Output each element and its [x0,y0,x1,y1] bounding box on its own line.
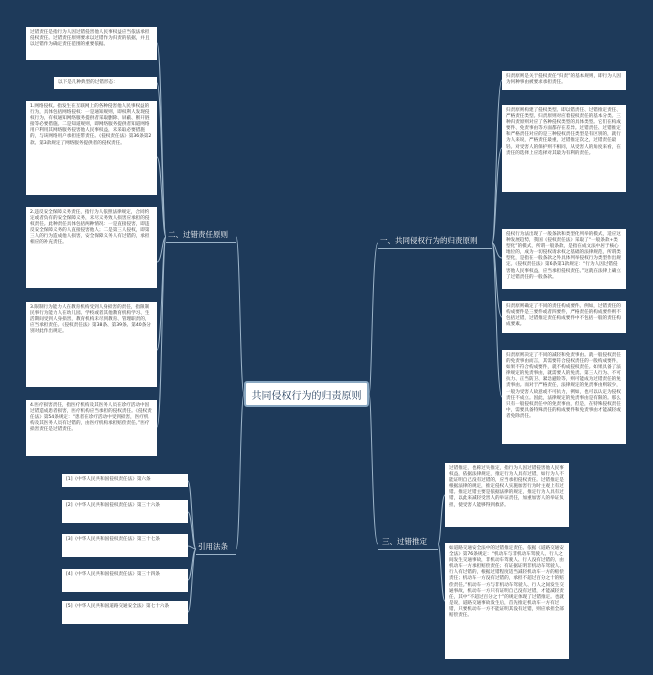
branch-fault-liability[interactable]: 二、过错责任原则 [168,230,228,239]
branch-underline [378,248,492,249]
note-safety-obligation[interactable]: 2.违反安全保障义务责任，指行为人依照法律规定，合同约定或者负有的安全保障义务，未尽义务致人损害应承担的侵权责任。此种责任具体包括两种情况：一是直接侵害，即违反安全保障义务的人直接侵害他人；二是第三人侵权，即第三人的行为造成他人损害，安全保障义务人有过错的，承担相应的补充责任。 [26,207,157,288]
branch-cited-statutes[interactable]: 引用法条 [198,542,228,551]
note-education-institution[interactable]: 3.限制行为能力人在教育机构受到人身损害的责任，指限制民事行为能力人在幼儿园、学校或者其他教育机构学习、生活期间受到人身损害，教育机构未尽到教育、管理职责的，应当承担责任。《侵权责任法》第38条、第39条、第40条分别对此作出规定。 [26,302,157,387]
statute-item[interactable]: [4]《中华人民共和国侵权责任法》第三十四条 [62,569,188,592]
note-medical-damage[interactable]: 4.医疗损害责任，指医疗机构及其医务人员在诊疗活动中因过错造成患者损害，医疗机构应当承担的侵权责任。《侵权责任法》第54条规定：“患者在诊疗活动中受到损害，医疗机构及其医务人员有过错的，由医疗机构承担赔偿责任。”医疗损害责任是过错责任。 [26,400,157,456]
note-fault-definition[interactable]: 过错责任是指行为人因过错侵害他人民事权益应当依法承担侵权责任。过错责任原则要求以过错作为归责的依据，并且以过错作为确定责任范围的重要依据。 [26,27,157,60]
branch-underline [196,554,236,555]
note-presumption-definition[interactable]: 过错推定，也称过失推定，指行为人因过错侵害他人民事权益，依据法律规定，推定行为人具有过错，如行为人不能证明自己没有过错的，应当承担侵权责任。过错推定是根据法律的规定，推定侵权人实施加害行为时主观上有过错。推定过错主要是依据法律的规定，推定行为人具有过错，以此来减轻受害人的举证责任，加重加害人的举证负担，使受害人能够得到救济。 [445,463,569,527]
statute-item[interactable]: [5]《中华人民共和国道路交通安全法》第七十六条 [62,601,188,624]
note-exemption-grounds[interactable]: 归责原则决定了不同的减轻和免责事由。就一般侵权责任的免责事由而言，其需要符合侵权责任的一般构成要件，如果不符合构成要件，就不构成侵权责任。如果具备了法律规定的免责事由，就需要人的免责。第三人行为、不可抗力、正当防卫、紧急避险等，则可能成为过错责任的免责事由。而对于严格责任，法律规定的免责事由则较少，一般为受害人故意或不可抗力，例如，也可以认定为侵权责任不成立。因此，法律规定的免责事由是有限的。那么只有一般侵权责任中的免责事由，但是，在特殊侵权责任中，需要具备特殊责任的构成要件和免责事由才能减轻或者免除责任。 [502,350,626,444]
note-general-clause[interactable]: 侵权行为法出现了一般条款和类型化列举的模式，适应这种发展趋势，我国《侵权责任法》采取了“一般条款+类型化”的模式，所谓一般条款，是指在成文法中居于核心地位的，成为一切侵权请求权之基础的法律规范，所谓类型化，是指在一般条款之外具体列举侵权行为类型作出规定。《侵权责任法》第6条第1款规定：“行为人因过错侵害他人民事权益，应当承担侵权责任。”这就在法律上确立了过错责任的一般条款。 [502,229,626,289]
note-fault-forms-intro[interactable]: 以下是几种典型的过错形态： [54,77,157,89]
statute-item[interactable]: [3]《中华人民共和国侵权责任法》第三十七条 [62,534,188,557]
branch-joint-tort-principle[interactable]: 一、共同侵权行为的归责原则 [380,236,478,245]
statute-item[interactable]: [2]《中华人民共和国侵权责任法》第三十六条 [62,500,188,523]
note-traffic-law-example[interactable]: 如道路交通安全法中的过错推定责任。依据《道路交通安全法》第76条规定：“机动车与非机动车驾驶人、行人之间发生交通事故，非机动车驾驶人、行人没有过错的，由机动车一方承担赔偿责任；有证据证明非机动车驾驶人、行人有过错的，根据过错程度适当减轻机动车一方的赔偿责任；机动车一方没有过错的，承担不超过百分之十的赔偿责任。”机动车一方与非机动车驾驶人、行人之间发生交通事故，机动车一方只有证明自己没有过错，才能减轻责任，其中“不超过百分之十”的规定体现了过错推定。也就是说，道路交通事故发生后，首先推定机动车一方有过错，只要机动车一方不能证明其没有过错，则应承担全部赔偿责任。 [445,543,569,659]
branch-underline [166,242,236,243]
branch-underline [378,549,438,550]
note-principle-types[interactable]: 归责原则构建了侵权类型。即以错责任、过错推定责任、严格责任类型。归责原则对应着侵权责任的基本分类。三种归责原则对应了各种侵权类型的具体类型。它们在构成要件、免责事由等方面都存在差异。过错责任、过错推定和严格责任对应的是三种侵权责任类型是有区别的，就行为人来说，严格责任最重，过错推定次之，过错责任最轻。对受害人的保护则不相同，从受害人的角度来看，在责任的选择上应选择对其最为有利的责任。 [502,105,626,192]
note-network-tort[interactable]: 1.网络侵权。指发生在互联网上的各种侵害他人民事权益的行为，具体包括网络侵权：一是通知规则，即权利人发现侵权行为，有权通知网络服务提供者采取删除、屏蔽、断开链接等必要措施。二是知道规则，即网络服务提供者知道网络用户利用其网络服务侵害他人民事权益，未采取必要措施的，与该网络用户承担连带责任。《侵权责任法》第36条第2款、第3款规定了网络服务提供者的侵权责任。 [26,101,157,195]
central-topic[interactable]: 共同侵权行为的归责原则 [244,381,369,407]
branch-fault-presumption[interactable]: 三、过错推定 [382,537,427,546]
note-liability-elements[interactable]: 归责原则确定了不同的责任构成要件。例如，过错责任的构成要件是三要件或者四要件，严格责任的构成要件则不包括过错，过错推定责任构成要件中不包括一般的责任构成要素。 [502,301,626,333]
note-principle-definition[interactable]: 归责原则是关于侵权责任“归责”的基本规则，即行为人因为何种事由被要求承担责任。 [502,71,626,90]
statute-item[interactable]: [1]《中华人民共和国侵权责任法》第六条 [62,474,188,487]
